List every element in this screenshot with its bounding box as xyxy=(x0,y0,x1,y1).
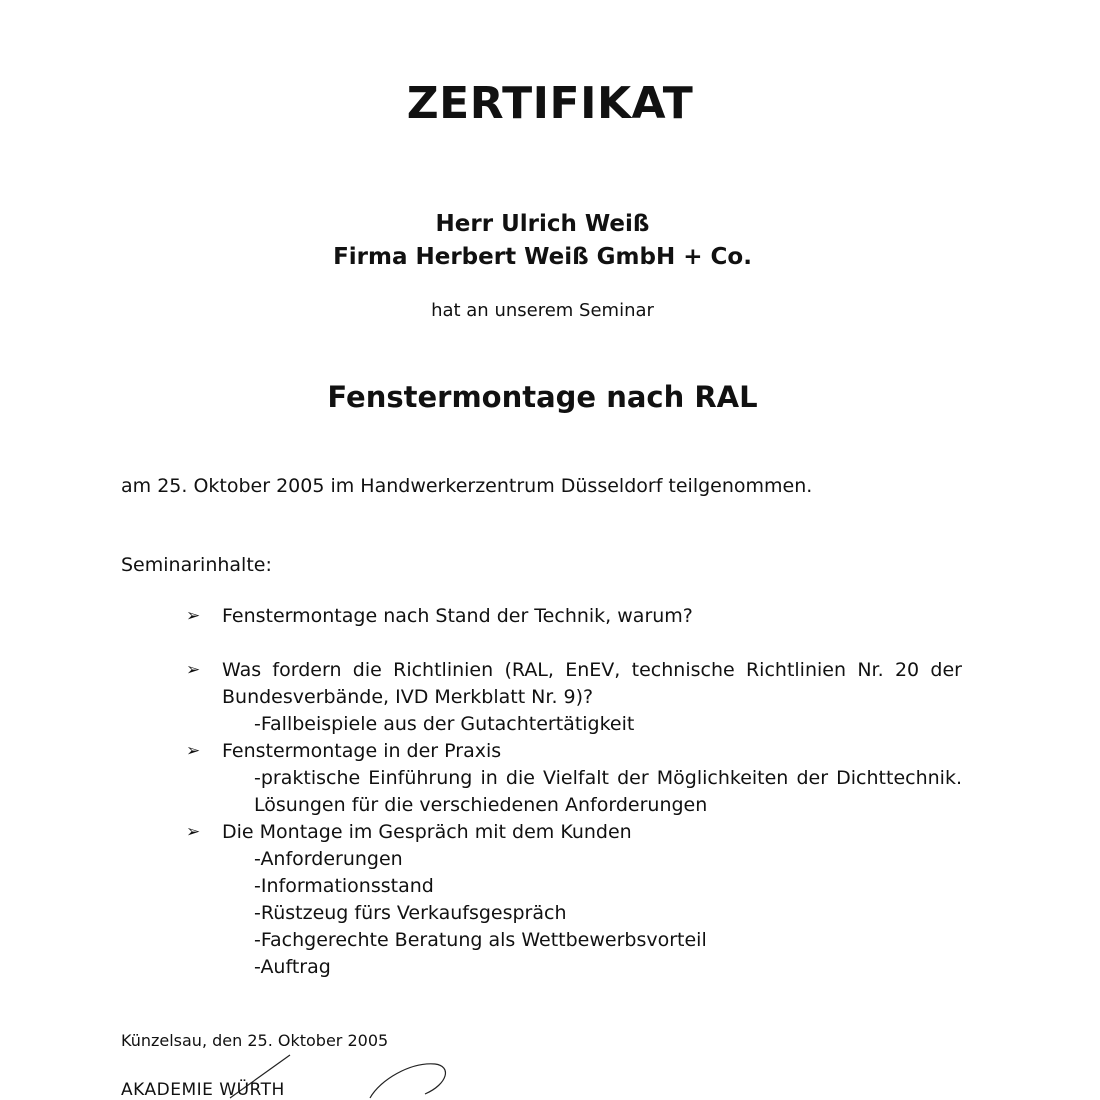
recipient-name: Herr Ulrich Weiß xyxy=(435,211,650,237)
list-item-text: Fenstermontage in der Praxis xyxy=(222,740,502,762)
arrow-bullet-icon: ➢ xyxy=(186,660,201,680)
sub-item: -Fallbeispiele aus der Gutachtertätigkeit xyxy=(254,713,635,735)
arrow-bullet-icon: ➢ xyxy=(186,822,201,842)
seminar-title: Fenstermontage nach RAL xyxy=(327,380,758,414)
intro-text: hat an unserem Seminar xyxy=(431,300,654,321)
recipient-company: Firma Herbert Weiß GmbH + Co. xyxy=(333,244,752,270)
sub-item: -Informationsstand xyxy=(254,875,434,897)
contents-label: Seminarinhalte: xyxy=(121,554,272,576)
list-item xyxy=(186,819,962,981)
certificate-title: ZERTIFIKAT xyxy=(406,78,694,129)
list-item xyxy=(186,657,962,738)
list-item-text: Was fordern die Richtlinien (RAL, EnEV, technische Richtlinien Nr. 20 der Bundesverbände, IVD Merkblatt Nr. 9)? xyxy=(222,659,962,708)
list-item-text: Fenstermontage nach Stand der Technik, warum? xyxy=(222,605,693,627)
sub-item: -Auftrag xyxy=(254,956,331,978)
sub-item: -Anforderungen xyxy=(254,848,403,870)
sub-item: -praktische Einführung in die Vielfalt der Möglichkeiten der Dichttechnik. Lösungen für die verschiedenen Anforderungen xyxy=(254,767,962,816)
place-date: Künzelsau, den 25. Oktober 2005 xyxy=(121,1031,389,1050)
arrow-bullet-icon: ➢ xyxy=(186,606,201,626)
list-item-text: Die Montage im Gespräch mit dem Kunden xyxy=(222,821,632,843)
arrow-bullet-icon: ➢ xyxy=(186,741,201,761)
list-item xyxy=(186,603,962,630)
list-item xyxy=(186,738,962,819)
participation-text: am 25. Oktober 2005 im Handwerkerzentrum Düsseldorf teilgenommen. xyxy=(121,475,813,497)
sub-item: -Fachgerechte Beratung als Wettbewerbsvorteil xyxy=(254,929,707,951)
organization-name: AKADEMIE WÜRTH xyxy=(121,1080,285,1100)
sub-item: -Rüstzeug fürs Verkaufsgespräch xyxy=(254,902,567,924)
contents-list xyxy=(186,603,962,981)
